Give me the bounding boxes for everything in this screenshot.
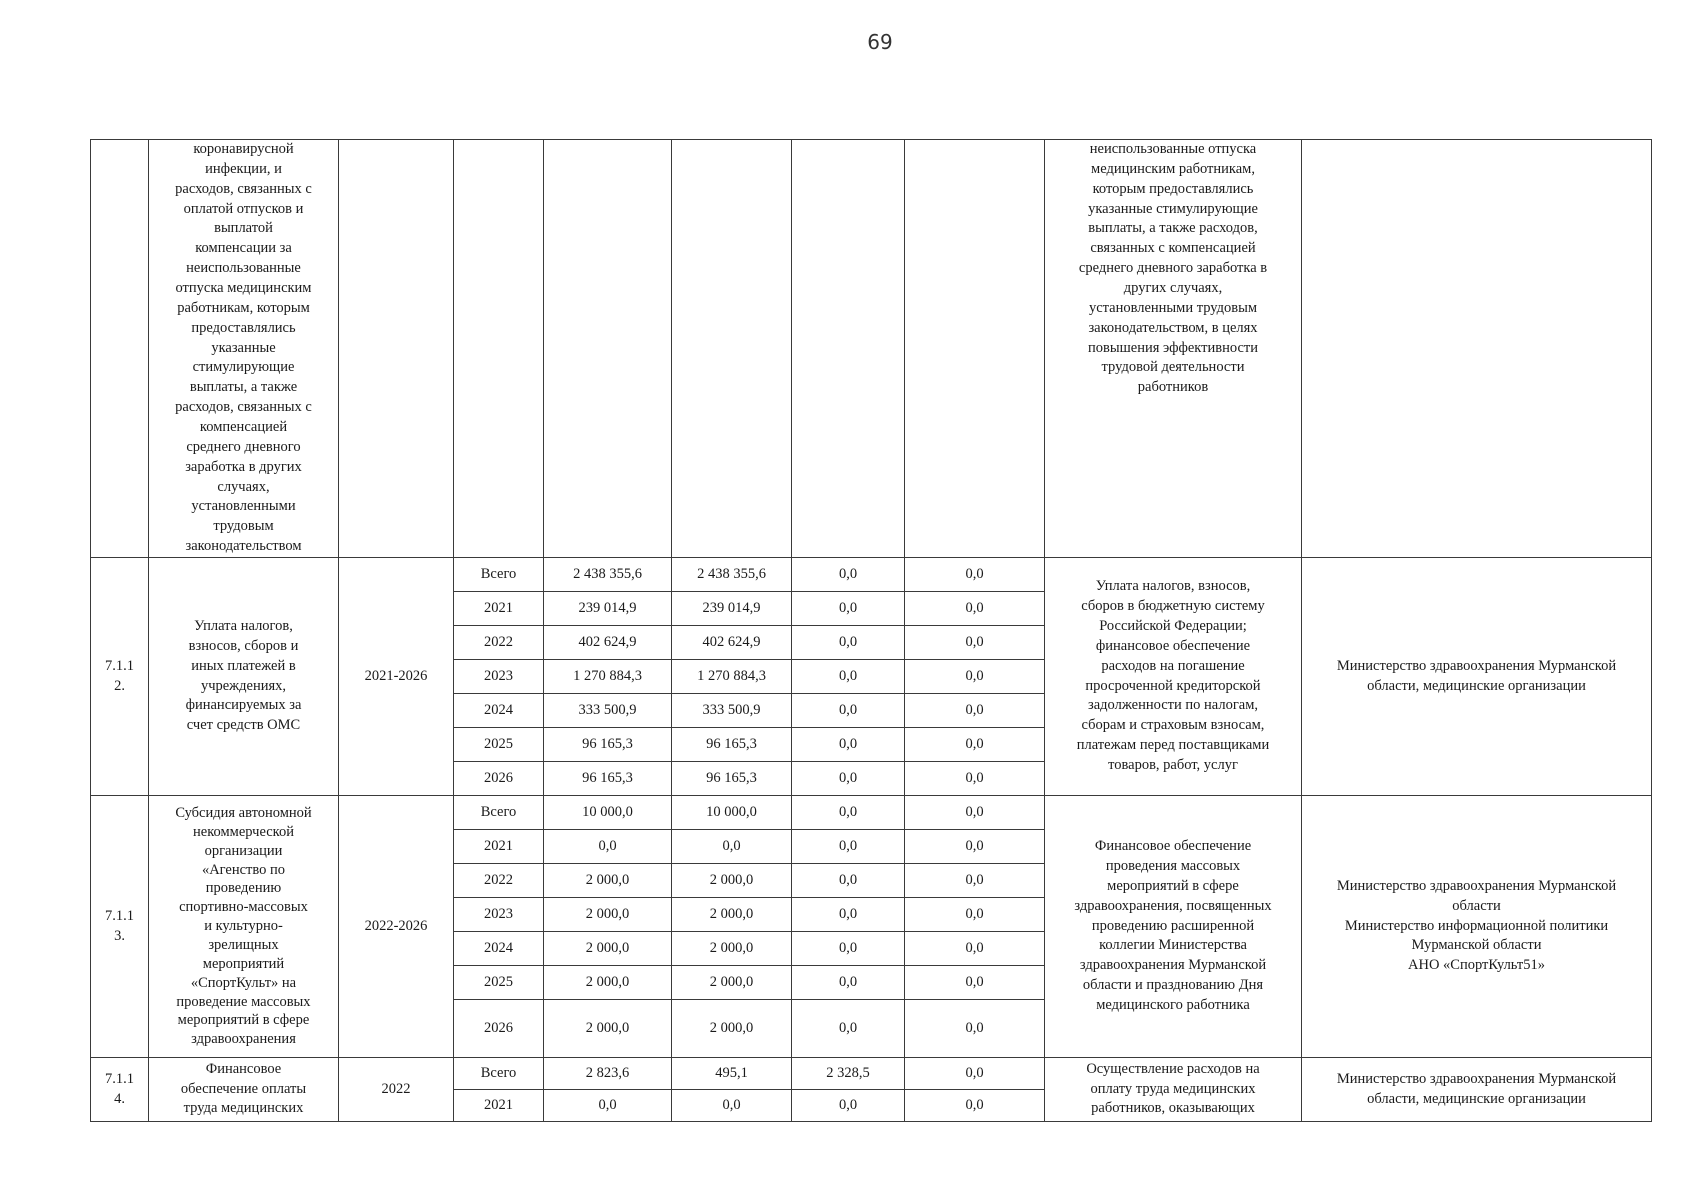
source-2-cell: 0,0 — [792, 762, 905, 796]
event-name-cell: Финансовое обеспечение оплаты труда медицинских — [149, 1058, 339, 1122]
source-3-cell: 0,0 — [905, 830, 1045, 864]
program-events-table — [90, 139, 1652, 1122]
source-3-cell: 0,0 — [905, 1000, 1045, 1058]
executor-cell: Министерство здравоохранения Мурманской области, медицинские организации — [1302, 1058, 1652, 1122]
year-cell: 2023 — [454, 660, 544, 694]
source-2-cell: 0,0 — [792, 592, 905, 626]
source-1-cell: 96 165,3 — [672, 762, 792, 796]
source-2-cell: 0,0 — [792, 932, 905, 966]
source-2-cell: 0,0 — [792, 1090, 905, 1122]
source-1-cell: 495,1 — [672, 1058, 792, 1090]
total-cell: 0,0 — [544, 1090, 672, 1122]
source-3-cell: 0,0 — [905, 558, 1045, 592]
table-row — [91, 558, 1652, 592]
source-3-cell: 0,0 — [905, 728, 1045, 762]
year-cell: 2021 — [454, 592, 544, 626]
total-cell: 96 165,3 — [544, 728, 672, 762]
source-2-cell: 0,0 — [792, 660, 905, 694]
source-1-cell: 333 500,9 — [672, 694, 792, 728]
year-cell — [454, 140, 544, 558]
source-2-cell: 0,0 — [792, 626, 905, 660]
source-2-cell: 0,0 — [792, 558, 905, 592]
source-2-cell: 0,0 — [792, 898, 905, 932]
source-3-cell: 0,0 — [905, 694, 1045, 728]
period-cell: 2022-2026 — [339, 796, 454, 1058]
result-cell: Финансовое обеспечение проведения массовых мероприятий в сфере здравоохранения, посвященных проведению расширенной коллегии Министерства здравоохранения Мурманской области и празднованию Дня медицинского работника — [1045, 796, 1302, 1058]
year-cell: 2022 — [454, 626, 544, 660]
source-2-cell: 0,0 — [792, 694, 905, 728]
continuation-row — [91, 140, 1652, 558]
year-cell: 2022 — [454, 864, 544, 898]
event-name-cell: коронавирусной инфекции, и расходов, связанных с оплатой отпусков и выплатой компенсации за неиспользованные отпуска медицинским работникам, которым предоставлялись указанные стимулирующие выплаты, а также расходов, связанных с компенсацией среднего дневного заработка в других случаях, установленными трудовым законодательством — [149, 140, 339, 558]
source-1-cell: 239 014,9 — [672, 592, 792, 626]
source-3-cell: 0,0 — [905, 898, 1045, 932]
total-cell: 2 000,0 — [544, 898, 672, 932]
item-number-cell: 7.1.1 2. — [91, 558, 149, 796]
executor-cell: Министерство здравоохранения Мурманской области Министерство информационной политики Мурманской области АНО «СпортКульт51» — [1302, 796, 1652, 1058]
result-cell: Уплата налогов, взносов, сборов в бюджетную систему Российской Федерации; финансовое обеспечение расходов на погашение просроченной кредиторской задолженности по налогам, сборам и страховым взносам, платежам перед поставщиками товаров, работ, услуг — [1045, 558, 1302, 796]
source-3-cell: 0,0 — [905, 1058, 1045, 1090]
total-cell: 2 000,0 — [544, 864, 672, 898]
executor-cell — [1302, 140, 1652, 558]
source-2-cell: 0,0 — [792, 830, 905, 864]
source-3-cell: 0,0 — [905, 966, 1045, 1000]
source-2-cell: 0,0 — [792, 796, 905, 830]
year-cell: 2023 — [454, 898, 544, 932]
table-row — [91, 796, 1652, 830]
item-number-cell — [91, 140, 149, 558]
source-2-cell: 2 328,5 — [792, 1058, 905, 1090]
year-cell: Всего — [454, 796, 544, 830]
year-cell: 2026 — [454, 1000, 544, 1058]
executor-cell: Министерство здравоохранения Мурманской области, медицинские организации — [1302, 558, 1652, 796]
source-2-cell — [792, 140, 905, 558]
total-cell: 239 014,9 — [544, 592, 672, 626]
result-cell: неиспользованные отпуска медицинским работникам, которым предоставлялись указанные стимулирующие выплаты, а также расходов, связанных с компенсацией среднего дневного заработка в других случаях, установленными трудовым законодательством, в целях повышения эффективности трудовой деятельности работников — [1045, 140, 1302, 558]
source-3-cell: 0,0 — [905, 796, 1045, 830]
source-3-cell: 0,0 — [905, 762, 1045, 796]
source-2-cell: 0,0 — [792, 864, 905, 898]
year-cell: Всего — [454, 1058, 544, 1090]
source-1-cell: 0,0 — [672, 1090, 792, 1122]
total-cell: 0,0 — [544, 830, 672, 864]
total-cell: 2 000,0 — [544, 932, 672, 966]
total-cell: 2 000,0 — [544, 1000, 672, 1058]
total-cell: 2 438 355,6 — [544, 558, 672, 592]
source-1-cell: 2 000,0 — [672, 966, 792, 1000]
item-number-cell: 7.1.1 4. — [91, 1058, 149, 1122]
source-1-cell: 96 165,3 — [672, 728, 792, 762]
item-number-cell: 7.1.1 3. — [91, 796, 149, 1058]
year-cell: 2025 — [454, 728, 544, 762]
page-number: 69 — [867, 30, 893, 54]
source-1-cell: 1 270 884,3 — [672, 660, 792, 694]
source-1-cell: 2 000,0 — [672, 1000, 792, 1058]
period-cell — [339, 140, 454, 558]
total-cell: 2 823,6 — [544, 1058, 672, 1090]
source-3-cell — [905, 140, 1045, 558]
total-cell: 96 165,3 — [544, 762, 672, 796]
year-cell: 2024 — [454, 932, 544, 966]
year-cell: 2024 — [454, 694, 544, 728]
source-1-cell: 0,0 — [672, 830, 792, 864]
year-cell: 2021 — [454, 830, 544, 864]
source-3-cell: 0,0 — [905, 864, 1045, 898]
source-2-cell: 0,0 — [792, 728, 905, 762]
source-3-cell: 0,0 — [905, 660, 1045, 694]
year-cell: 2026 — [454, 762, 544, 796]
source-1-cell: 10 000,0 — [672, 796, 792, 830]
total-cell: 402 624,9 — [544, 626, 672, 660]
source-1-cell: 2 438 355,6 — [672, 558, 792, 592]
event-name-cell: Уплата налогов, взносов, сборов и иных платежей в учреждениях, финансируемых за счет средств ОМС — [149, 558, 339, 796]
source-3-cell: 0,0 — [905, 626, 1045, 660]
source-1-cell: 2 000,0 — [672, 898, 792, 932]
source-1-cell: 2 000,0 — [672, 864, 792, 898]
source-1-cell: 402 624,9 — [672, 626, 792, 660]
year-cell: 2021 — [454, 1090, 544, 1122]
total-cell: 1 270 884,3 — [544, 660, 672, 694]
year-cell: Всего — [454, 558, 544, 592]
source-3-cell: 0,0 — [905, 932, 1045, 966]
total-cell: 333 500,9 — [544, 694, 672, 728]
table-row — [91, 1058, 1652, 1090]
event-name-cell: Субсидия автономной некоммерческой организации «Агенство по проведению спортивно-массовых и культурно- зрелищных мероприятий «СпортКульт» на проведение массовых мероприятий в сфере здравоохранения — [149, 796, 339, 1058]
total-cell: 10 000,0 — [544, 796, 672, 830]
result-cell: Осуществление расходов на оплату труда медицинских работников, оказывающих — [1045, 1058, 1302, 1122]
period-cell: 2021-2026 — [339, 558, 454, 796]
source-3-cell: 0,0 — [905, 592, 1045, 626]
source-1-cell: 2 000,0 — [672, 932, 792, 966]
total-cell — [544, 140, 672, 558]
source-1-cell — [672, 140, 792, 558]
year-cell: 2025 — [454, 966, 544, 1000]
total-cell: 2 000,0 — [544, 966, 672, 1000]
source-2-cell: 0,0 — [792, 1000, 905, 1058]
period-cell: 2022 — [339, 1058, 454, 1122]
source-2-cell: 0,0 — [792, 966, 905, 1000]
source-3-cell: 0,0 — [905, 1090, 1045, 1122]
